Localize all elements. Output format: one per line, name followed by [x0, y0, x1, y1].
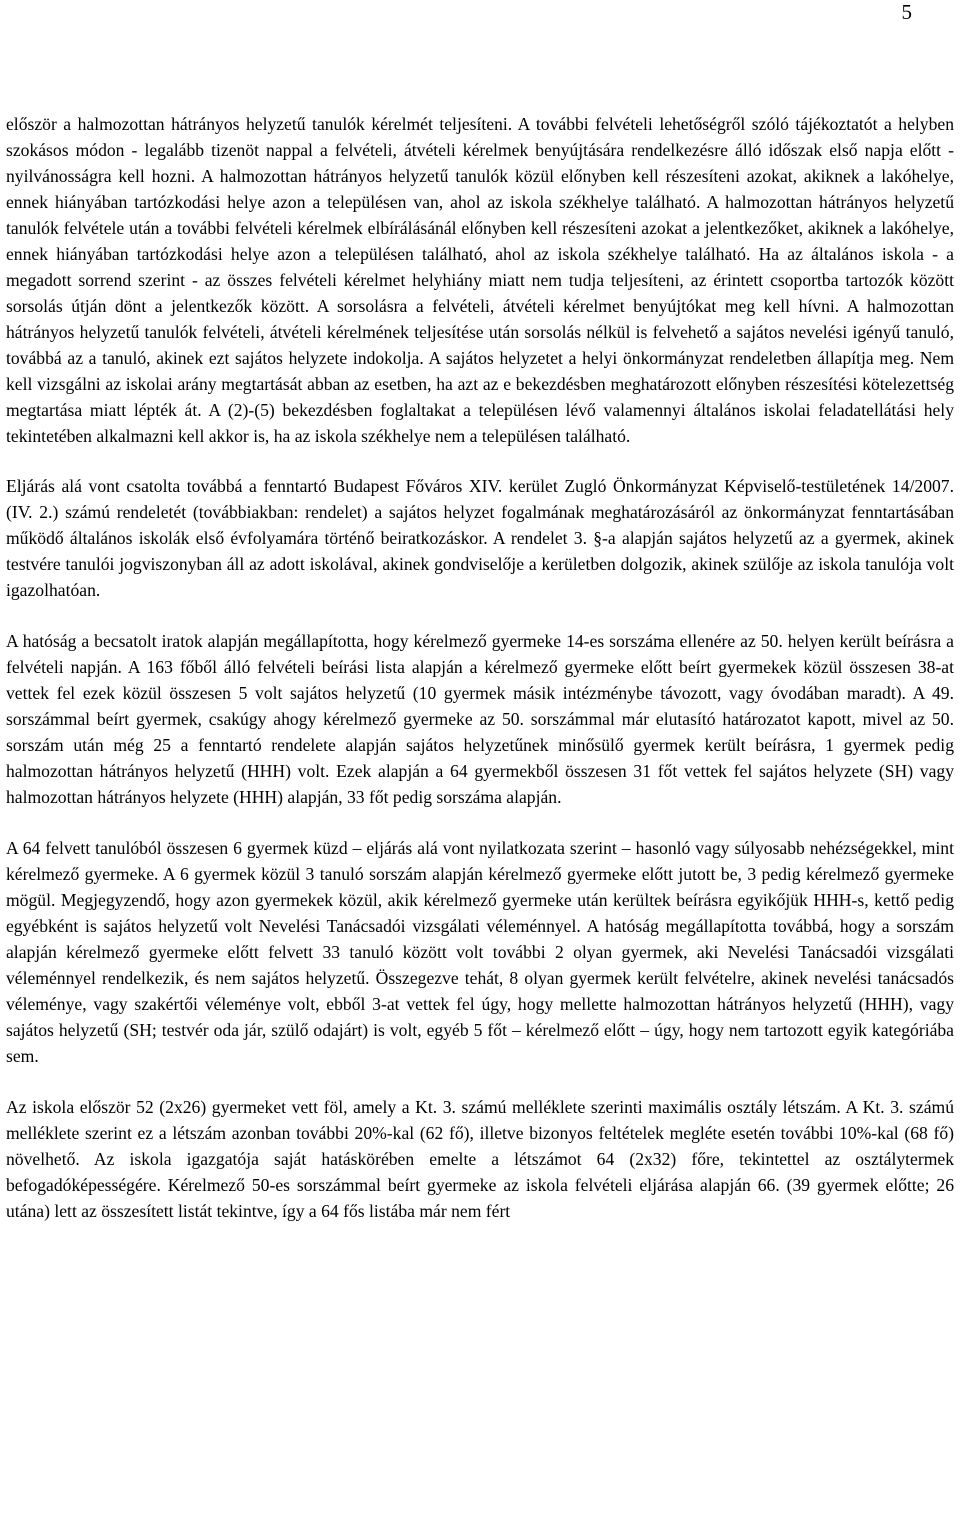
document-body — [6, 111, 954, 1224]
page-number: 5 — [901, 0, 912, 24]
paragraph-municipal-decree: Eljárás alá vont csatolta továbbá a fenntartó Budapest Főváros XIV. kerület Zugló Önkormányzat Képviselő-testületének 14/2007. (IV. 2.) számú rendeletét (továbbiakban: rendelet) a sajátos helyzet fogalmának meghatározásáról az önkormányzat fenntartásában működő általános iskolák első évfolyamára történő beiratkozáskor. A rendelet 3. §-a alapján sajátos helyzetű az a gyermek, akinek testvére tanulói jogviszonyban áll az adott iskolával, akinek gondviselője a kerületben dolgozik, akinek szülője az iskola tanulója volt igazolhatóan. — [6, 476, 954, 600]
paragraph-admission-rules: először a halmozottan hátrányos helyzetű tanulók kérelmét teljesíteni. A további felvételi lehetőségről szóló tájékoztatót a helyben szokásos módon - legalább tizenöt nappal a felvételi, átvételi kérelmek benyújtására rendelkezésre álló időszak első napja előtt - nyilvánosságra kell hozni. A halmozottan hátrányos helyzetű tanulók közül előnyben kell részesíteni azokat, akiknek a lakóhelye, ennek hiányában tartózkodási helye azon a településen van, ahol az iskola székhelye található. A halmozottan hátrányos helyzetű tanulók felvétele után a további felvételi kérelmek elbírálásánál előnyben kell részesíteni azokat a jelentkezőket, akiknek a lakóhelye, ennek hiányában tartózkodási helye azon a településen található, ahol az iskola székhelye található. Ha az általános iskola - a megadott sorrend szerint - az összes felvételi kérelmet helyhiány miatt nem tudja teljesíteni, az érintett csoportba tartozók között sorsolás útján dönt a jelentkezők között. A sorsolásra a felvételi, átvételi kérelmet benyújtókat meg kell hívni. A halmozottan hátrányos helyzetű tanulók felvételi, átvételi kérelmének teljesítése után sorsolás nélkül is felvehető a sajátos nevelési igényű tanuló, továbbá az a tanuló, akinek ezt sajátos helyzete indokolja. A sajátos helyzetet a helyi önkormányzat rendeletben állapítja meg. Nem kell vizsgálni az iskolai arány megtartását abban az esetben, ha azt az e bekezdésben meghatározott előnyben részesítési kötelezettség megtartása miatt lépték át. A (2)-(5) bekezdésben foglaltakat a településen lévő valamennyi általános iskolai feladatellátási hely tekintetében alkalmazni kell akkor is, ha az iskola székhelye nem a településen található. — [6, 114, 954, 446]
paragraph-class-size: Az iskola először 52 (2x26) gyermeket vett föl, amely a Kt. 3. számú melléklete szerinti maximális osztály létszám. A Kt. 3. számú melléklete szerint ez a létszám azonban további 20%-kal (62 fő), illetve bizonyos feltételek megléte esetén további 10%-kal (68 fő) növelhető. Az iskola igazgatója saját hatáskörében emelte a létszámot 64 (2x32) főre, tekintettel az osztálytermek befogadóképességére. Kérelmező 50-es sorszámmal beírt gyermeke az iskola felvételi eljárása alapján 66. (39 gyermek előtte; 26 utána) lett az összesített listát tekintve, így a 64 fős listába már nem fért — [6, 1097, 954, 1221]
paragraph-admitted-students: A 64 felvett tanulóból összesen 6 gyermek küzd – eljárás alá vont nyilatkozata szerint – hasonló vagy súlyosabb nehézségekkel, mint kérelmező gyermeke. A 6 gyermek közül 3 tanuló sorszám alapján kérelmező gyermeke előtt jutott be, 3 pedig kérelmező gyermeke mögül. Megjegyzendő, hogy azon gyermekek közül, akik kérelmező gyermeke után kerültek beírásra egyikőjük HHH-s, kettő pedig egyébként is sajátos helyzetű volt Nevelési Tanácsadói vizsgálati véleménnyel. A hatóság megállapította továbbá, hogy a sorszám alapján kérelmező gyermeke előtt felvett 33 tanuló között volt további 2 olyan gyermek, aki Nevelési Tanácsadói vizsgálati véleménnyel rendelkezik, és nem sajátos helyzetű. Összegezve tehát, 8 olyan gyermek került felvételre, akinek nevelési tanácsadós véleménye, vagy szakértői véleménye volt, ebből 3-at vettek fel úgy, hogy mellette halmozottan hátrányos helyzetű (HHH), vagy sajátos helyzetű (SH; testvér oda jár, szülő odajárt) is volt, egyéb 5 főt – kérelmező előtt – úgy, hogy nem tartozott egyik kategóriába sem. — [6, 838, 954, 1066]
paragraph-authority-findings: A hatóság a becsatolt iratok alapján megállapította, hogy kérelmező gyermeke 14-es sorszáma ellenére az 50. helyen került beírásra a felvételi napján. A 163 főből álló felvételi beírási lista alapján a kérelmező gyermeke előtt beírt gyermekek közül összesen 38-at vettek fel ezek közül összesen 5 volt sajátos helyzetű (10 gyermek másik intézménybe távozott, vagy óvodában maradt). A 49. sorszámmal beírt gyermek, csakúgy ahogy kérelmező gyermeke az 50. sorszámmal már elutasító határozatot kapott, mivel az 50. sorszám után még 25 a fenntartó rendelete alapján sajátos helyzetűnek minősülő gyermek került beírásra, 1 gyermek pedig halmozottan hátrányos helyzetű (HHH) volt. Ezek alapján a 64 gyermekből összesen 31 főt vettek fel sajátos helyzete (SH) vagy halmozottan hátrányos helyzete (HHH) alapján, 33 főt pedig sorszáma alapján. — [6, 631, 954, 807]
